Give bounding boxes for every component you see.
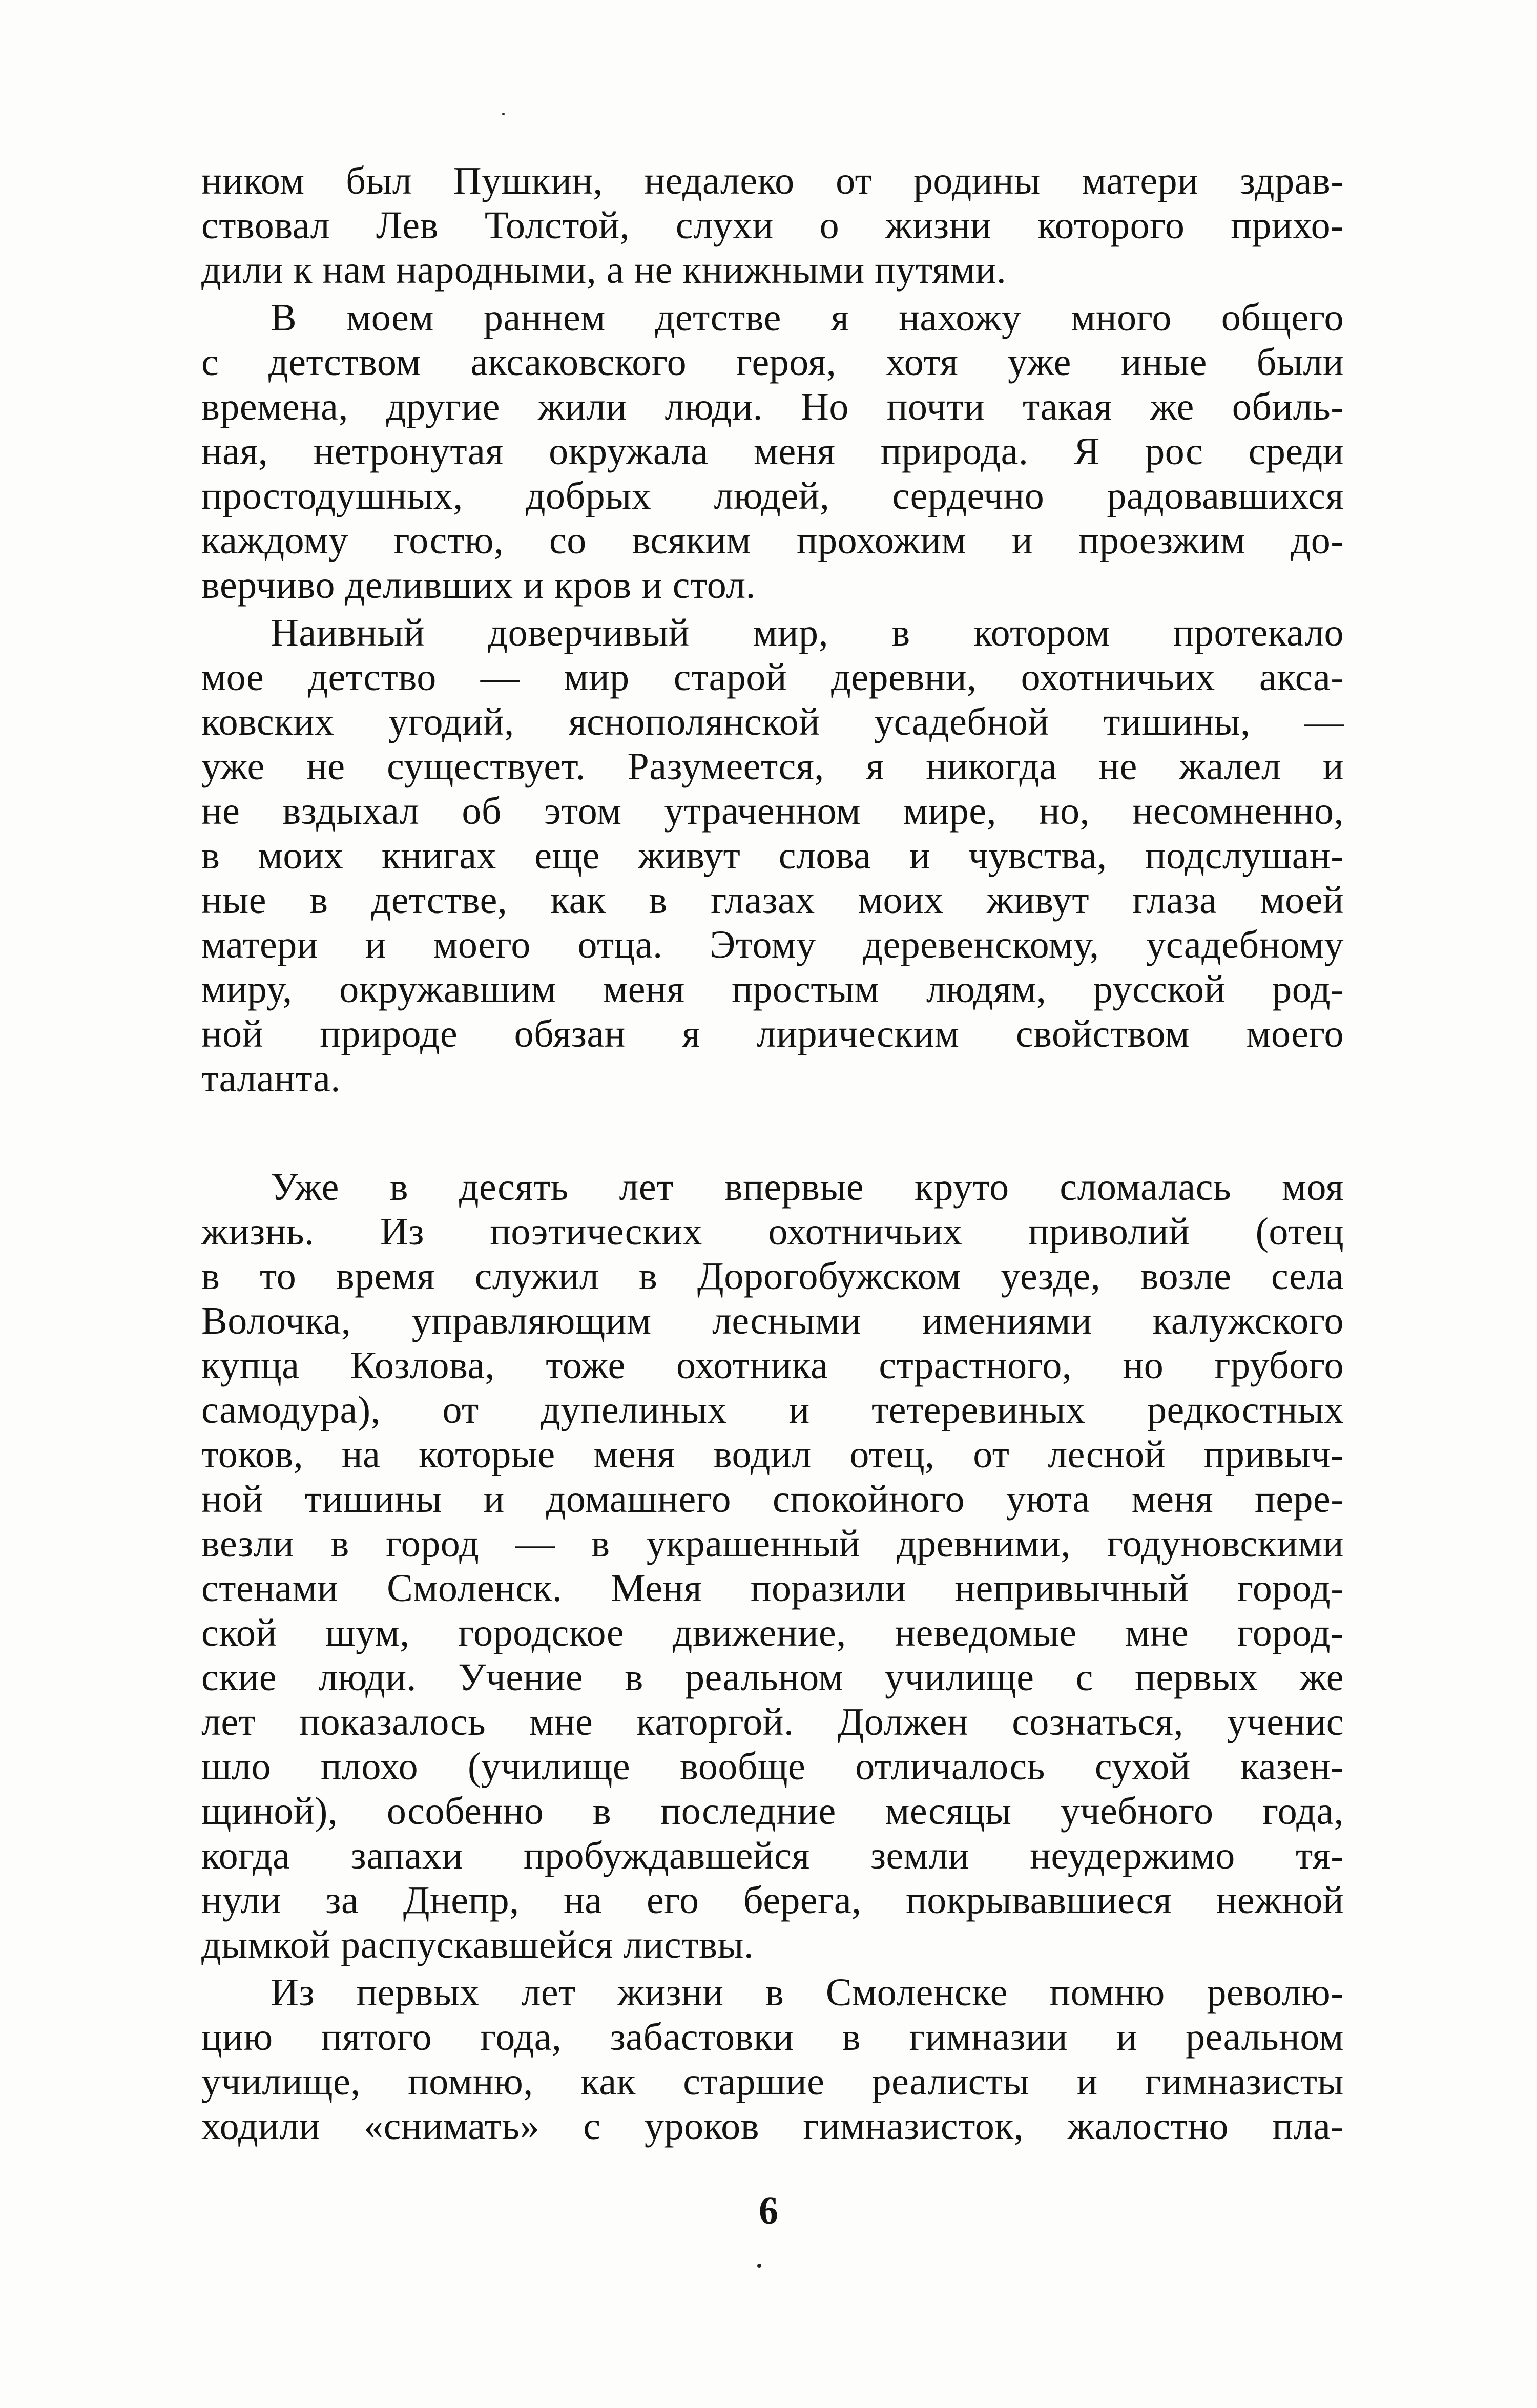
text-line: дымкой распускавшейся листвы. (201, 1923, 754, 1966)
text-line: ковских угодий, яснополянской усадебной тишины, — (201, 700, 1344, 743)
text-line: в моих книгах еще живут слова и чувства, подслушан- (201, 834, 1344, 877)
text-line: Волочка, управляющим лесными имениями калужского (201, 1299, 1344, 1342)
text-line: не вздыхал об этом утраченном мире, но, несомненно, (201, 790, 1344, 833)
text-line: училище, помню, как старшие реалисты и гимназисты (201, 2060, 1344, 2103)
text-line: Из первых лет жизни в Смоленске помню револю- (271, 1971, 1344, 2014)
text-line: верчиво деливших и кров и стол. (201, 564, 756, 607)
text-line: простодушных, добрых людей, сердечно радовавшихся (201, 474, 1344, 517)
text-line: Наивный доверчивый мир, в котором протекало (271, 611, 1344, 654)
paragraph (201, 1970, 1344, 2149)
text-line: ной природе обязан я лирическим свойством моего (201, 1012, 1344, 1055)
text-line: ные в детстве, как в глазах моих живут глаза моей (201, 879, 1344, 922)
text-line: цию пятого года, забастовки в гимназии и реальном (201, 2016, 1344, 2059)
paragraph (201, 296, 1344, 608)
text-line: в то время служил в Дорогобужском уезде, возле села (201, 1255, 1344, 1298)
text-line: ной тишины и домашнего спокойного уюта меня пере- (201, 1478, 1344, 1521)
text-line: когда запахи пробуждавшейся земли неудержимо тя- (201, 1834, 1344, 1877)
text-line: ские люди. Учение в реальном училище с первых же (201, 1656, 1344, 1699)
text-line: щиной), особенно в последние месяцы учебного года, (201, 1790, 1344, 1833)
text-line: жизнь. Из поэтических охотничьих приволий (отец (201, 1210, 1344, 1253)
text-line: Уже в десять лет впервые круто сломалась моя (271, 1166, 1344, 1209)
text-line: каждому гостю, со всяким прохожим и проезжим до- (201, 519, 1344, 562)
text-line: В моем раннем детстве я нахожу много общего (271, 296, 1344, 339)
text-line: лет показалось мне каторгой. Должен сознаться, ученис (201, 1700, 1344, 1743)
text-line: ником был Пушкин, недалеко от родины матери здрав- (201, 159, 1344, 202)
text-line: ствовал Лев Толстой, слухи о жизни которого прихо- (201, 204, 1344, 247)
section-break (201, 1101, 1344, 1165)
text-line: таланта. (201, 1057, 341, 1100)
text-line: стенами Смоленск. Меня поразили непривычный город- (201, 1567, 1344, 1610)
text-line: мое детство — мир старой деревни, охотничьих акса- (201, 656, 1344, 699)
text-line: миру, окружавшим меня простым людям, русской род- (201, 968, 1344, 1011)
text-line: нули за Днепр, на его берега, покрывавшиеся нежной (201, 1879, 1344, 1922)
text-line: самодура), от дупелиных и тетеревиных редкостных (201, 1388, 1344, 1431)
print-speck (502, 113, 505, 115)
page-number: 6 (759, 2189, 778, 2232)
text-line: уже не существует. Разумеется, я никогда не жалел и (201, 745, 1344, 788)
text-line: шло плохо (училище вообще отличалось сухой казен- (201, 1745, 1344, 1788)
paragraph (201, 611, 1344, 1101)
text-line: токов, на которые меня водил отец, от лесной привыч- (201, 1433, 1344, 1476)
text-line: купца Козлова, тоже охотника страстного, но грубого (201, 1344, 1344, 1387)
text-line: ской шум, городское движение, неведомые мне город- (201, 1611, 1344, 1654)
text-line: ходили «снимать» с уроков гимназисток, жалостно пла- (201, 2105, 1344, 2148)
text-line: дили к нам народными, а не книжными путями. (201, 248, 1007, 292)
text-line: везли в город — в украшенный древними, годуновскими (201, 1522, 1344, 1565)
page-body (201, 159, 1344, 2149)
paragraph (201, 159, 1344, 293)
paragraph (201, 1165, 1344, 1967)
text-line: ная, нетронутая окружала меня природа. Я рос среди (201, 430, 1344, 473)
text-line: матери и моего отца. Этому деревенскому, усадебному (201, 923, 1344, 966)
text-line: времена, другие жили люди. Но почти такая же обиль- (201, 385, 1344, 428)
print-speck (757, 2264, 761, 2268)
text-line: с детством аксаковского героя, хотя уже иные были (201, 341, 1344, 384)
